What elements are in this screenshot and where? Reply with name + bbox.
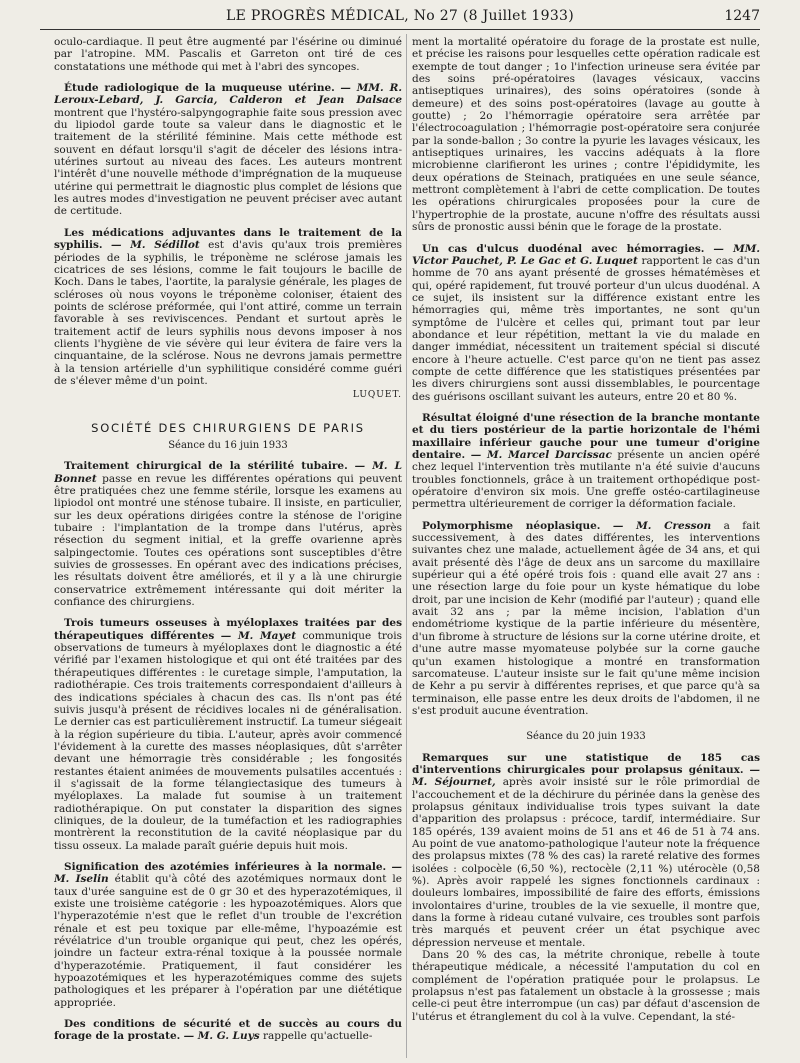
article-title: Des conditions de sécurité et de succès au cours du forage de la prostate. xyxy=(54,1018,402,1043)
article-authors: — M. Séjournet, xyxy=(412,763,760,789)
article-title: Un cas d'ulcus duodénal avec hémorragies. xyxy=(422,242,705,255)
article-statistique-continued: Dans 20 % des cas, la métrite chronique, rebelle à toute thérapeutique médicale, a nécessité l'amputation du col en complément de l'opération pratiquée pour le prolapsus. Le prolapsus n'est pas fatalement un obstacle à la grossesse ; mais celle-ci peut être interrompue (un cas) par défaut d'ascension de l'utérus et étranglement du col à la vulve. Cependant, la sté- xyxy=(412,949,760,1023)
article-authors: — M. Cresson xyxy=(612,519,712,532)
article-title: Résultat éloigné d'une résection de la branche montante et du tiers postérieur de la partie horizontale de l'hémi maxillaire inférieur gauche pour une tumeur d'origine dentaire. xyxy=(412,411,760,461)
article-title: Traitement chirurgical de la stérilité tubaire. xyxy=(64,460,348,473)
article-text: montrent que l'hystéro-salpyngographie faite sous pression avec du lipiodol garde toute sa valeur dans le diagnostic et le traitement de la stérilité féminine. Mais cette méthode est souvent en défaut lorsqu'il s'agit de déceler des lésions intra-utérines surtout au niveau des faces. Les auteurs montrent l'intérêt d'une nouvelle méthode d'imprégnation de la muqueuse utérine qui permettrait le diagnostic plus complet de lésions que les autres modes d'investigation ne peuvent préciser avec autant de certitude. xyxy=(54,106,402,218)
article-authors: — M. Iselin xyxy=(54,860,402,886)
article-sterilite xyxy=(54,460,402,608)
session-date: Séance du 20 juin 1933 xyxy=(526,731,646,743)
continuation-paragraph: ment la mortalité opératoire du forage de la prostate est nulle, et précise les raisons pour lesquelles cette opération radicale est exempte de tout danger ; 1o l'infection urineuse sera évitée par des soins pré-opératoires (lavages vésicaux, vaccins antiseptiques urinaires), des soins opératoires (sonde à demeure) et des soins post-opératoires (lavage au goutte à goutte) ; 2o l'hémorragie opératoire sera arrêtée par l'électrocoagulation ; l'hémorragie post-opératoire sera conjurée par la sonde-ballon ; 3o contre la pyurie les lavages vésicaux, les antiseptiques urinaires, les vaccins adéquats à la flore microbienne clarifieront les urines ; contre l'épididymite, les deux opérations de Steinach, pratiquées en une seule séance, mettront complètement à l'abri de cette complication. De toutes les opérations chirurgicales proposées pour la cure de l'hypertrophie de la prostate, aucune n'offre des résultats aussi sûrs de pronostic aussi bénin que le forage de la prostate. xyxy=(412,36,760,234)
article-text: après avoir insisté sur le rôle primordial de l'accouchement et de la déchirure du périnée dans la genèse des prolapsus génitaux individualise trois types suivant la date d'apparition des prolapsus : précoce, tardif, intermédiaire. Sur 185 opérés, 139 avaient moins de 51 ans et 46 de 51 à 74 ans. Au point de vue anatomo-pathologique l'auteur note la fréquence des prolapsus mixtes (78 % des cas) la rareté relative des formes isolées : colpocèle (6,50 %), rectocèle (2,11 %) utérocèle (0,58 %). Après avoir rappelé les signes fonctionnels cardinaux : douleurs lombaires, impossibilité de faire des efforts, émissions involontaires d'urine, troubles de la vie sexuelle, il montre que, dans la forme à rideau cutané vulvaire, ces troubles sont parfois très marqués et peuvent créer un état psychique avec dépression nerveuse et mentale. xyxy=(412,776,760,949)
article-polymorphisme xyxy=(412,520,760,718)
column-divider xyxy=(406,34,407,1058)
intro-paragraph: oculo-cardiaque. Il peut être augmenté par l'ésérine ou diminué par l'atropine. MM. Pascalis et Garreton ont tiré de ces constatations une méthode qui met à l'abri des syncopes. xyxy=(54,36,402,73)
page-number: 1247 xyxy=(724,8,760,24)
article-title: Les médications adjuvantes dans le traitement de la syphilis. xyxy=(54,226,402,252)
article-authors: — MM. Victor Pauchet, P. Le Gac et G. Luquet xyxy=(412,242,760,267)
article-authors: — MM. R. Leroux-Lebard, J. Garcia, Calderon et Jean Dalsace xyxy=(54,82,402,107)
article-text: présente un ancien opéré chez lequel l'intervention très mutilante n'a été suivie d'aucuns troubles fonctionnels, grâce à un traitement orthopédique post-opératoire d'environ six mois. Une greffe ostéo-cartilagineuse permettra ultérieurement de corriger la déformation faciale. xyxy=(412,449,760,511)
journal-title: LE PROGRÈS MÉDICAL, No 27 (8 Juillet 1933) xyxy=(225,8,575,24)
article-resultat xyxy=(412,412,760,511)
article-statistique xyxy=(412,752,760,950)
right-column xyxy=(412,36,760,1060)
article-text: a fait successivement, à des dates différentes, les interventions suivantes chez une malade, actuellement âgée de 34 ans, et qui avait présenté dès l'âge de deux ans un sarcome du maxillaire supérieur qui a été opéré trois fois : quand elle avait 27 ans : une résection large du foie pour un kyste hématique du lobe droit, par une incision de Kehr (modifié par l'auteur) ; quand elle avait 32 ans ; par la même incision, l'ablation d'un endométriome kystique de la partie inférieure du mésentère, d'un fibrome à structure de lésions sur la corne utérine droite, et d'une autre masse myomateuse polybée sur la corne gauche qu'un examen histologique a montré en transformation sarcomateuse. L'auteur insiste sur le fait qu'une même incision de Kehr a pu servir à différentes reprises, et que parce qu'à sa terminaison, elle passe entre les deux droits de l'abdomen, il ne s'est produit aucune éventration. xyxy=(412,519,760,717)
article-text: établit qu'à côté des azotémiques normaux dont le taux d'urée sanguine est de 0 gr 30 et des hyperazotémiques, il existe une troisième catégorie : les hypoazotémiques. Alors que l'hyperazotémie n'est que le reflet d'un trouble de l'excrétion rénale et est peu toxique par elle-même, l'hypoazémie est révélatrice d'un trouble organique qui peut, chez les opérés, joindre un facteur extra-rénal toxique à la poussée normale d'hyperazotémie. Pratiquement, il faut considérer les hypoazotémiques et les hyperazotémiques comme des sujets pathologiques et les préparer à l'opération par une diététique appropriée. xyxy=(54,873,402,1009)
article-authors: — M. Mayet xyxy=(220,629,297,642)
article-authors: — M. Marcel Darcissac xyxy=(470,449,612,461)
article-title: Étude radiologique de la muqueuse utérine. xyxy=(64,82,335,95)
article-text: rapportent le cas d'un homme de 70 ans ayant présenté de grosses hématémèses et qui, opéré rapidement, fut trouvé porteur d'un ulcus duodénal. A ce sujet, ils insistent sur la différence existant entre les hémorragies qui, même très importantes, ne sont qu'un symptôme de l'ulcère et celles qui, primant tout par leur abondance et leur répétition, mettant la vie du malade en danger immédiat, nécessitent un traitement spécial si discuté encore à l'heure actuelle. C'est parce qu'on ne tient pas assez compte de cette différence que les statistiques présentées par les divers chirurgiens sont aussi dissemblables, le pourcentage des guérisons oscillant suivant les auteurs, entre 20 et 80 %. xyxy=(412,254,760,403)
page-header xyxy=(0,8,800,28)
article-text: communique trois observations de tumeurs à myéloplaxes dont le diagnostic a été vérifié par l'examen histologique et qui ont été traitées par des thérapeutiques différentes : le curetage simple, l'amputation, la radiothérapie. Ces trois traitements correspondaient d'ailleurs à des indications spéciales à chacun des cas. Ils n'ont pas été suivis jusqu'à présent de récidives locales ni de généralisation. Le dernier cas est particulièrement instructif. La tumeur siégeait à la région supérieure du tibia. L'auteur, après avoir commencé l'évidement à la curette des masses néoplasiques, dût s'arrêter devant une hémorragie très considérable ; les fongosités restantes étaient animées de mouvements pulsatiles accentués : il s'agissait de la forme télangiectasique des tumeurs à myéloplaxes. La malade fut soumise à un traitement radiothérapique. On put constater la disparition des signes cliniques, de la douleur, de la tuméfaction et les radiographies montrèrent la reconstitution de la cavité néoplasique par du tissu osseux. La malade paraît guérie depuis huit mois. xyxy=(54,629,402,852)
article-text: est d'avis qu'aux trois premières périodes de la syphilis, le tréponème ne sclérose jamais les cicatrices de ses lésions, comme le fait toujours le bacille de Koch. Dans le tabes, l'aortite, la paralysie générale, les plages de scléroses où nous voyons le tréponème coloniser, étaient des points de sclérose préformée, qui l'ont attiré, comme un terrain favorable à ses reviviscences. Pendant et surtout après le traitement actif de leurs syphilis nous devons imposer à nos clients l'hygiène de vie sévère qui leur évitera de faire vers la cinquantaine, de la sclérose. Nous ne devrons jamais permettre à la tension artérielle d'un syphilitique considéré comme guéri de s'élever même d'un point. xyxy=(54,239,402,387)
article-syphilis xyxy=(54,227,402,387)
header-rule xyxy=(40,29,760,30)
left-column xyxy=(54,36,402,1060)
session-date: Séance du 16 juin 1933 xyxy=(168,439,288,451)
article-title: Remarques sur une statistique de 185 cas d'interventions chirurgicales pour prolapsus génitaux. xyxy=(412,751,760,776)
article-title: Signification des azotémies inférieures à la normale. xyxy=(64,860,387,873)
article-azotemies xyxy=(54,861,402,1009)
article-authors: — M. L Bonnet xyxy=(54,460,402,485)
article-conditions xyxy=(54,1018,402,1043)
article-authors: — M. G. Luys xyxy=(183,1030,260,1043)
article-tumeurs xyxy=(54,617,402,852)
article-authors: — M. Sédillot xyxy=(110,239,200,252)
article-radiologique xyxy=(54,82,402,218)
article-text: rappelle qu'actuelle- xyxy=(263,1030,373,1043)
society-title: SOCIÉTÉ DES CHIRURGIENS DE PARIS xyxy=(91,420,365,435)
article-text: passe en revue les différentes opérations qui peuvent être pratiquées chez une femme stérile, lorsque les examens au lipiodol ont montré une sténose tubaire. Il insiste, en particulier, sur les deux opérations dirigées contre la sténose de l'origine tubaire : l'implantation de la trompe dans l'utérus, après résection du segment initial, et la greffe ovarienne après salpingectomie. Toutes ces opérations sont susceptibles d'être suivies de grossesses. En opérant avec des indications précises, les résultats doivent être améliorés, et il y a là une chirurgie conservatrice extrêmement intéressante qui doit mériter la confiance des chirurgiens. xyxy=(54,472,402,609)
article-title: Polymorphisme néoplasique. xyxy=(422,519,601,532)
signature: LUQUET. xyxy=(352,390,402,401)
article-ulcus xyxy=(412,243,760,403)
article-title: Trois tumeurs osseuses à myéloplaxes traitées par des thérapeutiques différentes xyxy=(54,617,402,642)
